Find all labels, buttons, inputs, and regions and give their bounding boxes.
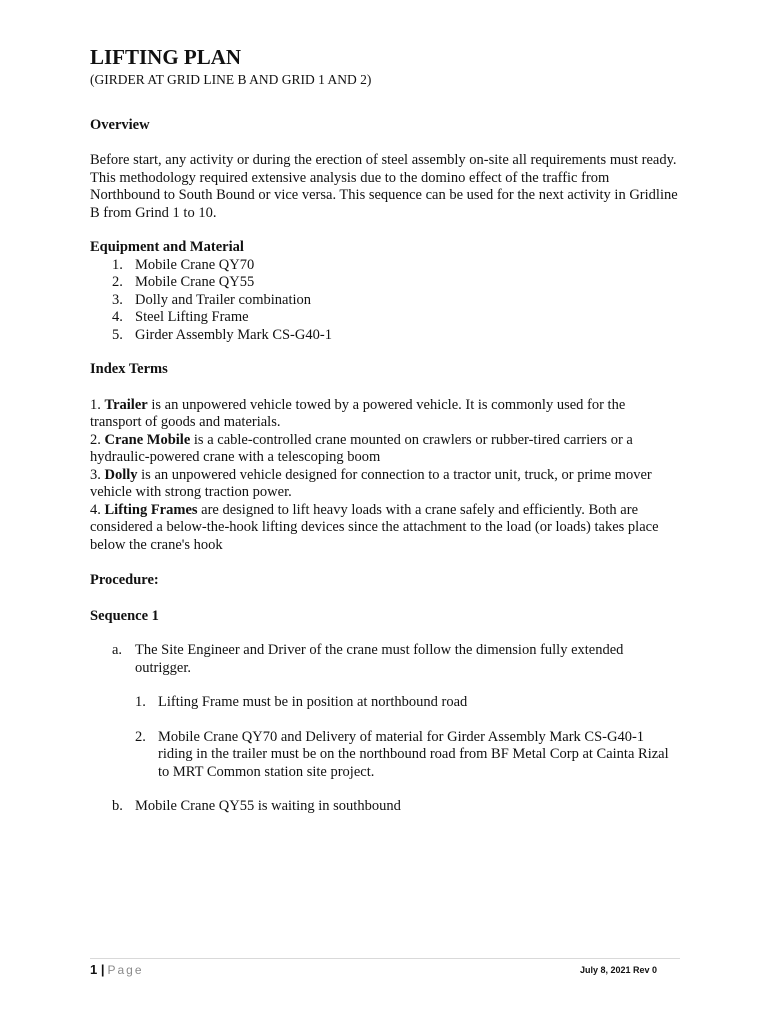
index-term-item bbox=[90, 502, 680, 555]
list-item-number: 3. bbox=[112, 291, 123, 308]
document-title: LIFTING PLAN bbox=[90, 45, 242, 69]
substep-marker: 2. bbox=[135, 728, 146, 745]
page-word: Page bbox=[107, 963, 144, 977]
substep-text: Mobile Crane QY70 and Delivery of material for Girder Assembly Mark CS-G40-1 riding in the trailer must be on the northbound road from BF Metal Corp at Cainta Rizal to MRT Common station site project. bbox=[158, 728, 669, 780]
list-item-text: Dolly and Trailer combination bbox=[135, 291, 311, 308]
list-item bbox=[90, 257, 680, 275]
list-item bbox=[90, 327, 680, 345]
step-text: The Site Engineer and Driver of the crane must follow the dimension fully extended outrigger. bbox=[135, 642, 624, 676]
procedure-step-b bbox=[90, 798, 680, 816]
index-term-name: Lifting Frames bbox=[104, 501, 198, 518]
equipment-heading: Equipment and Material bbox=[90, 239, 244, 255]
index-term-number: 3. bbox=[90, 466, 101, 483]
page-separator: | bbox=[100, 962, 105, 977]
list-item-text: Girder Assembly Mark CS-G40-1 bbox=[135, 326, 332, 343]
index-term-item bbox=[90, 432, 680, 467]
procedure-step-a bbox=[90, 642, 680, 677]
substep-marker: 1. bbox=[135, 694, 146, 710]
page-number: 1 bbox=[90, 962, 98, 977]
index-term-number: 1. bbox=[90, 396, 101, 413]
list-item bbox=[90, 274, 680, 292]
page-number-label bbox=[90, 962, 144, 977]
document-page bbox=[90, 44, 680, 816]
list-item-text: Mobile Crane QY70 bbox=[135, 256, 255, 273]
index-term-definition: are designed to lift heavy loads with a crane safely and efficiently. Both are considered a below-the-hook lifting devices since the attachment to the load (or loads) takes place below the crane's hook bbox=[90, 501, 659, 553]
list-item-number: 2. bbox=[112, 274, 123, 290]
equipment-list bbox=[90, 257, 680, 345]
procedure-substep-1 bbox=[90, 694, 680, 712]
index-term-number: 2. bbox=[90, 431, 101, 448]
document-subtitle: (GIRDER AT GRID LINE B AND GRID 1 AND 2) bbox=[90, 72, 372, 87]
index-term-name: Dolly bbox=[104, 466, 138, 483]
page-footer bbox=[90, 958, 680, 981]
procedure-substep-2 bbox=[90, 729, 680, 782]
list-item-text: Mobile Crane QY55 bbox=[135, 274, 255, 290]
revision-date: July 8, 2021 Rev 0 bbox=[580, 965, 658, 975]
list-item bbox=[90, 292, 680, 310]
step-marker: b. bbox=[112, 798, 123, 814]
index-term-name: Crane Mobile bbox=[104, 431, 191, 448]
list-item-text: Steel Lifting Frame bbox=[135, 309, 249, 325]
index-term-name: Trailer bbox=[104, 396, 148, 413]
index-term-definition: is a cable-controlled crane mounted on crawlers or rubber-tired carriers or a hydraulic-powered crane with a telescoping boom bbox=[90, 431, 633, 465]
list-item-number: 1. bbox=[112, 256, 123, 273]
procedure-heading: Procedure: bbox=[90, 572, 159, 588]
step-text: Mobile Crane QY55 is waiting in southbound bbox=[135, 798, 401, 814]
index-terms-heading: Index Terms bbox=[90, 361, 168, 377]
index-term-definition: is an unpowered vehicle designed for connection to a tractor unit, truck, or prime mover vehicle with strong traction power. bbox=[90, 466, 652, 500]
step-marker: a. bbox=[112, 642, 123, 658]
index-term-item bbox=[90, 397, 680, 432]
index-term-number: 4. bbox=[90, 501, 101, 518]
index-term-definition: is an unpowered vehicle towed by a powered vehicle. It is commonly used for the transport of goods and materials. bbox=[90, 396, 626, 430]
substep-text: Lifting Frame must be in position at northbound road bbox=[158, 694, 468, 710]
overview-heading: Overview bbox=[90, 116, 150, 133]
list-item bbox=[90, 309, 680, 327]
index-term-item bbox=[90, 467, 680, 502]
list-item-number: 5. bbox=[112, 326, 123, 343]
sequence-heading: Sequence 1 bbox=[90, 607, 159, 624]
list-item-number: 4. bbox=[112, 309, 123, 325]
overview-paragraph: Before start, any activity or during the erection of steel assembly on-site all requirements must ready. This methodology required extensive analysis due to the domino effect of the traffic from Northbound to South Bound or vice versa. This sequence can be used for the next activity in Gridline B from Grind 1 to 10. bbox=[90, 152, 678, 221]
